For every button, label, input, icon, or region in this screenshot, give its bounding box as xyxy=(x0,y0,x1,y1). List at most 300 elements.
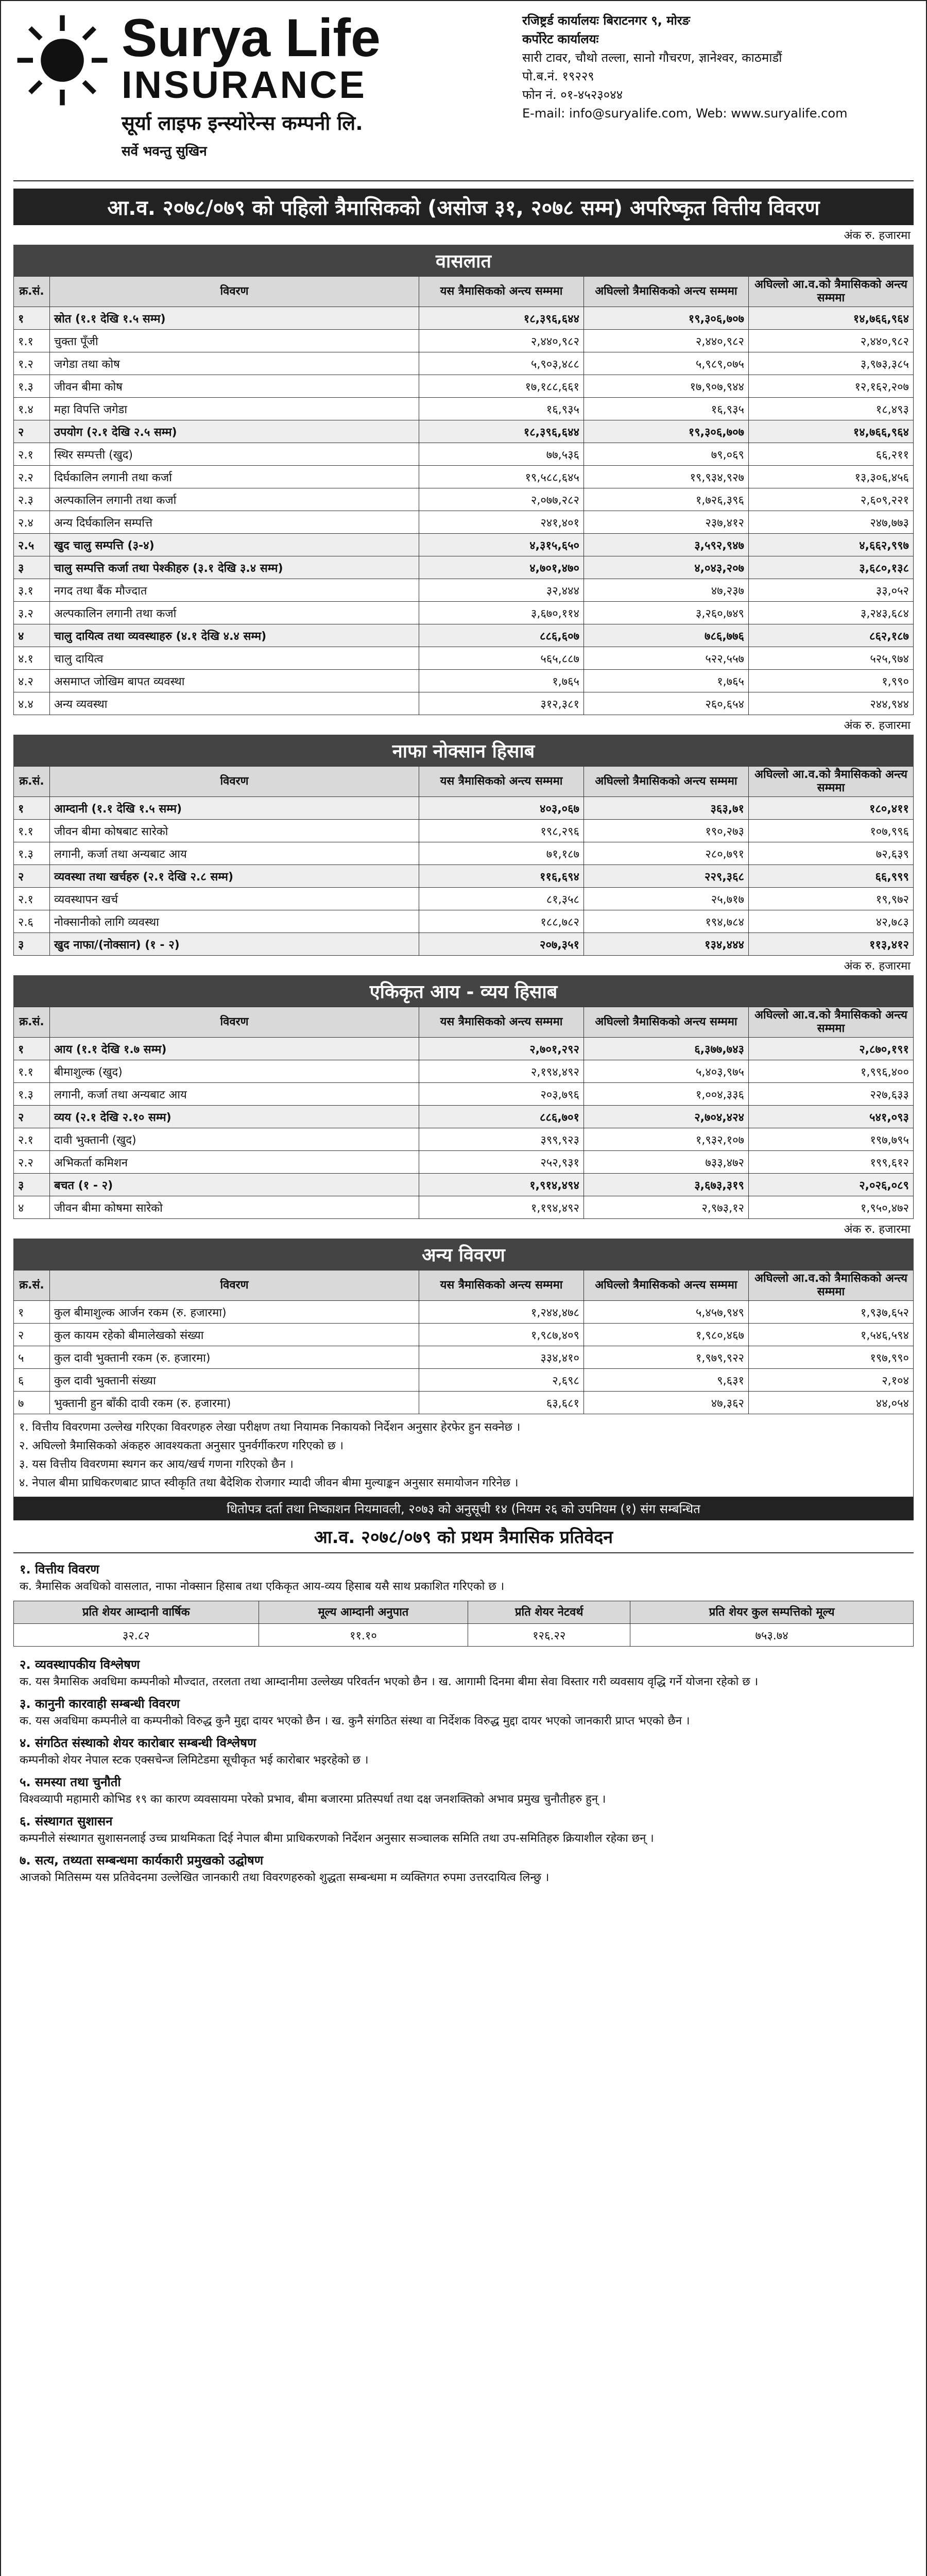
row-value: १७,१८८,६६१ xyxy=(419,375,584,398)
row-value: ८८६,७०१ xyxy=(419,1106,584,1128)
row-value: १९,९७२ xyxy=(749,888,914,910)
row-value: ६६,९९९ xyxy=(749,865,914,888)
row-number: २.२ xyxy=(14,466,50,488)
unit-note: अंक रु. हजारमा xyxy=(844,960,911,973)
column-header: अघिल्लो त्रैमासिकको अन्त्य सम्ममा xyxy=(584,1007,749,1038)
table-row xyxy=(14,1083,914,1106)
table-row xyxy=(14,1392,914,1414)
table-row xyxy=(14,1151,914,1174)
table-row xyxy=(14,330,914,352)
row-value: ७७,५३६ xyxy=(419,443,584,466)
unit-note: अंक रु. हजारमा xyxy=(844,229,911,242)
row-value: १,९९६,४०० xyxy=(749,1060,914,1083)
row-value: ३,६७०,११४ xyxy=(419,602,584,624)
column-header: विवरण xyxy=(50,1007,419,1038)
table-row xyxy=(14,556,914,579)
disclosure-rest xyxy=(13,1649,914,1890)
row-label: स्थिर सम्पत्ती (खुद) xyxy=(50,443,419,466)
row-label: असमाप्त जोखिम बापत व्यवस्था xyxy=(50,670,419,692)
disclosure-heading: ६. संस्थागत सुशासन xyxy=(20,1814,113,1828)
row-value: १,९८०,४६७ xyxy=(584,1324,749,1346)
row-value: ७१,१८७ xyxy=(419,842,584,865)
row-value: १०७,९९६ xyxy=(749,820,914,842)
row-value: ४,३१५,६५० xyxy=(419,534,584,556)
table-row xyxy=(14,820,914,842)
row-label: आम्दानी (१.१ देखि १.५ सम्म) xyxy=(50,797,419,820)
row-value: १,२४४,४७८ xyxy=(419,1301,584,1324)
regulation-band: धितोपत्र दर्ता तथा निष्काशन नियमावली, २०७३ को अनुसूची १४ (नियम २६ को उपनियम (१) संग सम्बन्धित xyxy=(13,1497,914,1520)
row-value: २,६०९,२२१ xyxy=(749,488,914,511)
table-row xyxy=(14,420,914,443)
column-header: विवरण xyxy=(50,1270,419,1301)
row-label: दिर्घकालिन लगानी तथा कर्जा xyxy=(50,466,419,488)
table-row xyxy=(14,797,914,820)
column-header: विवरण xyxy=(50,277,419,307)
ratio-header: प्रति शेयर कुल सम्पत्तिको मूल्य xyxy=(630,1601,914,1624)
row-value: १४,७६६,९६४ xyxy=(749,420,914,443)
note-item: ३. यस वित्तीय विवरणमा स्थगन कर आय/खर्च गणना गरिएको छैन । xyxy=(19,1458,294,1471)
row-value: १,९३७,६५२ xyxy=(749,1301,914,1324)
table-row xyxy=(14,1369,914,1392)
row-value: १,७२६,३९६ xyxy=(584,488,749,511)
row-value: १९७,७९५ xyxy=(749,1128,914,1151)
ratio-table xyxy=(13,1601,914,1647)
addr-line: फोन नं. ०१-४५२३०४४ xyxy=(522,88,623,102)
row-number: ४ xyxy=(14,1196,50,1219)
row-value: ११३,४१२ xyxy=(749,933,914,956)
row-value: २०७,३५१ xyxy=(419,933,584,956)
row-value: ८६२,१८७ xyxy=(749,624,914,647)
financial-table xyxy=(13,766,914,956)
row-value: १,००४,३३६ xyxy=(584,1083,749,1106)
section-title: वासलात xyxy=(13,245,914,276)
row-label: बचत (१ - २) xyxy=(50,1174,419,1196)
addr-line: सारी टावर, चौथो तल्ला, सानो गौचरण, ज्ञानेश्वर, काठमाडौं xyxy=(522,50,782,65)
table-row xyxy=(14,1324,914,1346)
row-value: ४२,७८३ xyxy=(749,910,914,933)
row-number: १.२ xyxy=(14,352,50,375)
tagline: सर्वे भवन्तु सुखिन xyxy=(122,144,207,159)
row-number: ३ xyxy=(14,556,50,579)
quarterly-report-title: आ.व. २०७८/०७९ को प्रथम त्रैमासिक प्रतिवेदन xyxy=(13,1520,914,1553)
row-label: खुद नाफा/(नोक्सान) (१ - २) xyxy=(50,933,419,956)
disclosure-text: कम्पनीले संस्थागत सुशासनलाई उच्च प्राथमिकता दिई नेपाल बीमा प्राधिकरणको निर्देशन अनुसार सञ्चालक समिति तथा उप-समितिहरु क्रियाशील रहेका छन् । xyxy=(20,1832,654,1845)
column-header: विवरण xyxy=(50,767,419,797)
disclosure-heading: ७. सत्य, तथ्यता सम्बन्धमा कार्यकारी प्रमुखको उद्घोषण xyxy=(20,1853,264,1868)
unit-note: अंक रु. हजारमा xyxy=(844,1223,911,1236)
row-label: व्यय (२.१ देखि २.१० सम्म) xyxy=(50,1106,419,1128)
row-value: १९४,७८४ xyxy=(584,910,749,933)
row-value: ५,४०३,९७५ xyxy=(584,1060,749,1083)
row-label: चुक्ता पूँजी xyxy=(50,330,419,352)
disclosure-heading: ३. कानुनी कारवाही सम्बन्धी विवरण xyxy=(20,1697,180,1711)
row-label: व्यवस्थापन खर्च xyxy=(50,888,419,910)
row-label: जगेडा तथा कोष xyxy=(50,352,419,375)
row-value: ५,४५७,९४९ xyxy=(584,1301,749,1324)
row-label: जीवन बीमा कोषबाट सारेको xyxy=(50,820,419,842)
row-label: बीमाशुल्क (खुद) xyxy=(50,1060,419,1083)
row-label: खुद चालु सम्पत्ति (३-४) xyxy=(50,534,419,556)
report-title: आ.व. २०७८/०७९ को पहिलो त्रैमासिकको (असोज ३१, २०७८ सम्म) अपरिष्कृत वित्तीय विवरण xyxy=(13,189,914,225)
row-value: १,९९० xyxy=(749,670,914,692)
row-label: लगानी, कर्जा तथा अन्यबाट आय xyxy=(50,842,419,865)
table-row xyxy=(14,602,914,624)
row-label: चालु दायित्व xyxy=(50,647,419,670)
row-value: २,८७०,१९१ xyxy=(749,1038,914,1060)
ratio-value: ११.१० xyxy=(259,1624,468,1647)
row-label: महा विपत्ति जगेडा xyxy=(50,398,419,420)
row-value: १९०,२७३ xyxy=(584,820,749,842)
column-header: क्र.सं. xyxy=(14,1270,50,1301)
row-label: आय (१.१ देखि १.७ सम्म) xyxy=(50,1038,419,1060)
table-row xyxy=(14,307,914,330)
row-value: ६,३७७,७४३ xyxy=(584,1038,749,1060)
row-value: १,७६५ xyxy=(419,670,584,692)
row-label: उपयोग (२.१ देखि २.५ सम्म) xyxy=(50,420,419,443)
section-title: नाफा नोक्सान हिसाब xyxy=(13,735,914,766)
row-number: १.१ xyxy=(14,330,50,352)
notes-block xyxy=(13,1414,914,1497)
row-number: १.१ xyxy=(14,820,50,842)
row-value: १,५४६,५९४ xyxy=(749,1324,914,1346)
row-value: १९,५८८,६४५ xyxy=(419,466,584,488)
column-header: यस त्रैमासिकको अन्त्य सम्ममा xyxy=(419,1270,584,1301)
column-header: अघिल्लो त्रैमासिकको अन्त्य सम्ममा xyxy=(584,277,749,307)
row-value: १९,३०६,७०७ xyxy=(584,307,749,330)
table-row xyxy=(14,647,914,670)
row-label: जीवन बीमा कोषमा सारेको xyxy=(50,1196,419,1219)
row-number: १ xyxy=(14,1301,50,1324)
row-value: ४,६६२,९९७ xyxy=(749,534,914,556)
ratio-value: ७५३.७४ xyxy=(630,1624,914,1647)
disclosure-text: क. यस अवधिमा कम्पनीले वा कम्पनीको विरुद्ध कुनै मुद्दा दायर भएको छैन । ख. कुनै संगठित संस्था वा निर्देशक विरुद्ध मुद्दा दायर भएको जानकारी प्राप्त भएको छैन । xyxy=(20,1715,690,1727)
table-row xyxy=(14,624,914,647)
table-row xyxy=(14,1346,914,1369)
row-value: १९८,२९६ xyxy=(419,820,584,842)
row-number: १.३ xyxy=(14,1083,50,1106)
table-row xyxy=(14,1196,914,1219)
financial-table xyxy=(13,276,914,715)
row-label: अभिकर्ता कमिशन xyxy=(50,1151,419,1174)
row-label: कुल बीमाशुल्क आर्जन रकम (रु. हजारमा) xyxy=(50,1301,419,1324)
row-value: ३२,४४४ xyxy=(419,579,584,602)
row-value: १२,१६२,२०७ xyxy=(749,375,914,398)
disclosure-heading: २. व्यवस्थापकीय विश्लेषण xyxy=(20,1657,140,1672)
row-value: २५२,९३१ xyxy=(419,1151,584,1174)
row-number: १ xyxy=(14,1038,50,1060)
row-value: ७३३,४७२ xyxy=(584,1151,749,1174)
row-value: ५,९८९,०७५ xyxy=(584,352,749,375)
ratio-value: ३२.८२ xyxy=(14,1624,259,1647)
table-row xyxy=(14,888,914,910)
table-row xyxy=(14,865,914,888)
row-value: ३,२४३,६८४ xyxy=(749,602,914,624)
note-item: ४. नेपाल बीमा प्राधिकरणबाट प्राप्त स्वीकृति तथा बैदेशिक रोजगार म्यादी जीवन बीमा मुल्याङ्कन अनुसार समायोजन गरिनेछ । xyxy=(19,1477,519,1489)
row-number: २.४ xyxy=(14,511,50,534)
disclosure-heading: ५. समस्या तथा चुनौती xyxy=(20,1775,121,1789)
row-value: २५,७१७ xyxy=(584,888,749,910)
row-value: १८०,४११ xyxy=(749,797,914,820)
table-row xyxy=(14,1060,914,1083)
row-label: चालु दायित्व तथा व्यवस्थाहरु (४.१ देखि ४.४ सम्म) xyxy=(50,624,419,647)
table-row xyxy=(14,1301,914,1324)
row-value: २४४,९४४ xyxy=(749,692,914,715)
row-value: १३,३०६,४५६ xyxy=(749,466,914,488)
row-value: १,९३२,१०७ xyxy=(584,1128,749,1151)
row-value: ८१,३५८ xyxy=(419,888,584,910)
row-value: ३,५९२,९४७ xyxy=(584,534,749,556)
letterhead xyxy=(13,8,914,181)
brand-name: Surya Life xyxy=(122,8,381,68)
row-number: २.१ xyxy=(14,888,50,910)
table-row xyxy=(14,443,914,466)
row-number: १ xyxy=(14,307,50,330)
row-value: ३३४,४१० xyxy=(419,1346,584,1369)
table-row xyxy=(14,842,914,865)
financial-table xyxy=(13,1007,914,1219)
row-value: ४४,०५४ xyxy=(749,1392,914,1414)
ratio-header: प्रति शेयर आम्दानी वार्षिक xyxy=(14,1601,259,1624)
row-value: १,९७९,९२२ xyxy=(584,1346,749,1369)
unit-note: अंक रु. हजारमा xyxy=(844,719,911,732)
row-value: १८८,७८२ xyxy=(419,910,584,933)
row-value: ३,६८०,१३८ xyxy=(749,556,914,579)
table-row xyxy=(14,910,914,933)
table-row xyxy=(14,1038,914,1060)
column-header: अघिल्लो त्रैमासिकको अन्त्य सम्ममा xyxy=(584,767,749,797)
row-label: अल्पकालिन लगानी तथा कर्जा xyxy=(50,488,419,511)
row-label: जीवन बीमा कोष xyxy=(50,375,419,398)
addr-line: कर्पोरेट कार्यालयः xyxy=(522,32,599,46)
column-header: क्र.सं. xyxy=(14,767,50,797)
row-number: ३ xyxy=(14,1174,50,1196)
column-header: यस त्रैमासिकको अन्त्य सम्ममा xyxy=(419,767,584,797)
table-row xyxy=(14,1128,914,1151)
row-value: २२९,३६८ xyxy=(584,865,749,888)
row-value: ४७,२३७ xyxy=(584,579,749,602)
row-number: २ xyxy=(14,865,50,888)
row-number: १.४ xyxy=(14,398,50,420)
row-value: ५२२,५५७ xyxy=(584,647,749,670)
row-number: २.१ xyxy=(14,443,50,466)
table-row xyxy=(14,352,914,375)
ratio-value: १२६.२२ xyxy=(468,1624,630,1647)
row-number: २ xyxy=(14,420,50,443)
note-item: २. अघिल्लो त्रैमासिकको अंकहरु आवश्यकता अनुसार पुनर्वर्गीकरण गरिएको छ । xyxy=(19,1439,344,1452)
row-value: १७,९०७,९४४ xyxy=(584,375,749,398)
row-number: २.६ xyxy=(14,910,50,933)
row-value: २,१०४ xyxy=(749,1369,914,1392)
row-value: २,७०४,४२४ xyxy=(584,1106,749,1128)
note-item: १. वित्तीय विवरणमा उल्लेख गरिएका विवरणहरु लेखा परीक्षण तथा नियामक निकायको निर्देशन अनुसार हेरफेर हुन सक्नेछ । xyxy=(19,1421,521,1434)
row-label: स्रोत (१.१ देखि १.५ सम्म) xyxy=(50,307,419,330)
row-value: १,१९४,४९२ xyxy=(419,1196,584,1219)
row-number: ६ xyxy=(14,1369,50,1392)
row-value: १८,३९६,६४४ xyxy=(419,420,584,443)
row-label: नगद तथा बैंक मौज्दात xyxy=(50,579,419,602)
table-row xyxy=(14,933,914,956)
column-header: अघिल्लो त्रैमासिकको अन्त्य सम्ममा xyxy=(584,1270,749,1301)
disclosure-heading: ४. संगठित संस्थाको शेयर कारोबार सम्बन्धी विश्लेषण xyxy=(20,1736,256,1750)
row-value: ७९,०६९ xyxy=(584,443,749,466)
row-value: २,७०१,२९२ xyxy=(419,1038,584,1060)
row-label: कुल दावी भुक्तानी रकम (रु. हजारमा) xyxy=(50,1346,419,1369)
row-value: ४,०४३,२०७ xyxy=(584,556,749,579)
table-row xyxy=(14,466,914,488)
row-value: ४७,३६२ xyxy=(584,1392,749,1414)
row-number: ४ xyxy=(14,624,50,647)
row-value: १९९,६१२ xyxy=(749,1151,914,1174)
financial-table xyxy=(13,1270,914,1414)
sun-logo-icon xyxy=(13,11,111,109)
row-number: २ xyxy=(14,1106,50,1128)
row-value: ९,६३१ xyxy=(584,1369,749,1392)
table-row xyxy=(14,398,914,420)
row-value: १८,३९६,६४४ xyxy=(419,307,584,330)
addr-line: पो.ब.नं. १९२२९ xyxy=(522,69,594,83)
column-header: अघिल्लो आ.व.को त्रैमासिकको अन्त्य सम्ममा xyxy=(749,767,914,797)
row-value: १६,९३५ xyxy=(419,398,584,420)
table-row xyxy=(14,511,914,534)
column-header: क्र.सं. xyxy=(14,277,50,307)
column-header: अघिल्लो आ.व.को त्रैमासिकको अन्त्य सम्ममा xyxy=(749,1270,914,1301)
row-value: २,४४०,९८२ xyxy=(749,330,914,352)
financial-sections xyxy=(13,245,914,1414)
row-label: भुक्तानी हुन बाँकी दावी रकम (रु. हजारमा) xyxy=(50,1392,419,1414)
row-value: ५६५,८८७ xyxy=(419,647,584,670)
row-number: ४.१ xyxy=(14,647,50,670)
row-label: दावी भुक्तानी (खुद) xyxy=(50,1128,419,1151)
brand-sub: INSURANCE xyxy=(122,63,367,106)
row-value: ३३,०५२ xyxy=(749,579,914,602)
row-value: २०३,७९६ xyxy=(419,1083,584,1106)
disclosure-text: क. यस त्रैमासिक अवधिमा कम्पनीको मौज्दात, तरलता तथा आम्दानीमा उल्लेख्य परिवर्तन भएको छैन । ख. आगामी दिनमा बीमा सेवा विस्तार गरी व्यवसाय वृद्धि गर्ने योजना रहेको छ । xyxy=(20,1675,759,1688)
disclosure-text: कम्पनीको शेयर नेपाल स्टक एक्सचेन्ज लिमिटेडमा सूचीकृत भई कारोबार भइरहेको छ । xyxy=(20,1754,369,1767)
disclosure-text: क. त्रैमासिक अवधिको वासलात, नाफा नोक्सान हिसाब तथा एकिकृत आय-व्यय हिसाब यसै साथ प्रकाशित गरिएको छ । xyxy=(20,1580,505,1593)
row-value: २,४४०,९८२ xyxy=(419,330,584,352)
row-value: २,०७७,२८२ xyxy=(419,488,584,511)
row-value: ५,९०३,४८८ xyxy=(419,352,584,375)
table-row xyxy=(14,534,914,556)
row-value: ११६,६९४ xyxy=(419,865,584,888)
row-value: ३१२,३८१ xyxy=(419,692,584,715)
row-label: व्यवस्था तथा खर्चहरु (२.१ देखि २.८ सम्म) xyxy=(50,865,419,888)
company-name-np: सूर्या लाइफ इन्स्योरेन्स कम्पनी लि. xyxy=(122,112,363,134)
row-number: ५ xyxy=(14,1346,50,1369)
row-number: ३.१ xyxy=(14,579,50,602)
row-value: २,०२६,०८९ xyxy=(749,1174,914,1196)
table-row xyxy=(14,375,914,398)
row-value: ३,९७३,३८५ xyxy=(749,352,914,375)
column-header: यस त्रैमासिकको अन्त्य सम्ममा xyxy=(419,277,584,307)
ratio-header: प्रति शेयर नेटवर्थ xyxy=(468,1601,630,1624)
address-block xyxy=(522,11,914,180)
disclosure-heading: १. वित्तीय विवरण xyxy=(20,1562,99,1577)
row-value: २३७,४१२ xyxy=(584,511,749,534)
column-header: अघिल्लो आ.व.को त्रैमासिकको अन्त्य सम्ममा xyxy=(749,1007,914,1038)
row-value: ३९९,९२३ xyxy=(419,1128,584,1151)
row-value: २६०,६५४ xyxy=(584,692,749,715)
row-value: १४,७६६,९६४ xyxy=(749,307,914,330)
row-value: ७२,६३९ xyxy=(749,842,914,865)
row-label: अन्य व्यवस्था xyxy=(50,692,419,715)
row-value: १,९५०,४७२ xyxy=(749,1196,914,1219)
row-label: अल्पकालिन लगानी तथा कर्जा xyxy=(50,602,419,624)
row-number: २ xyxy=(14,1324,50,1346)
section-title: अन्य विवरण xyxy=(13,1239,914,1270)
column-header: क्र.सं. xyxy=(14,1007,50,1038)
row-value: १,९८७,४०९ xyxy=(419,1324,584,1346)
row-label: लगानी, कर्जा तथा अन्यबाट आय xyxy=(50,1083,419,1106)
row-value: ५४१,०९३ xyxy=(749,1106,914,1128)
table-row xyxy=(14,692,914,715)
logo-block xyxy=(13,8,381,180)
row-number: १.१ xyxy=(14,1060,50,1083)
row-number: १.३ xyxy=(14,842,50,865)
addr-line: रजिष्ट्रर्ड कार्यालयः बिराटनगर ९, मोरङ xyxy=(522,13,690,28)
table-row xyxy=(14,1174,914,1196)
row-value: १,७६५ xyxy=(584,670,749,692)
row-label: कुल कायम रहेको बीमालेखको संख्या xyxy=(50,1324,419,1346)
row-value: २,४४०,९८२ xyxy=(584,330,749,352)
row-value: २४७,७७३ xyxy=(749,511,914,534)
row-number: २.५ xyxy=(14,534,50,556)
row-value: ६३,६८१ xyxy=(419,1392,584,1414)
column-header: यस त्रैमासिकको अन्त्य सम्ममा xyxy=(419,1007,584,1038)
table-row xyxy=(14,670,914,692)
row-number: ३ xyxy=(14,933,50,956)
column-header: अघिल्लो आ.व.को त्रैमासिकको अन्त्य सम्ममा xyxy=(749,277,914,307)
row-number: २.२ xyxy=(14,1151,50,1174)
row-value: १६,९३५ xyxy=(584,398,749,420)
row-value: २२७,६३३ xyxy=(749,1083,914,1106)
row-value: २८०,७९१ xyxy=(584,842,749,865)
row-value: १९७,९९० xyxy=(749,1346,914,1369)
row-value: २,६९८ xyxy=(419,1369,584,1392)
disclosure-text: आजको मितिसम्म यस प्रतिवेदनमा उल्लेखित जानकारी तथा विवरणहरुको शुद्धता सम्बन्धमा म व्यक्तिगत रुपमा उत्तरदायित्व लिन्छु । xyxy=(20,1871,550,1884)
row-number: २.३ xyxy=(14,488,50,511)
row-label: कुल दावी भुक्तानी संख्या xyxy=(50,1369,419,1392)
row-number: ७ xyxy=(14,1392,50,1414)
row-value: ४०३,०६७ xyxy=(419,797,584,820)
row-label: चालु सम्पत्ति कर्जा तथा पेश्कीहरु (३.१ देखि ३.४ सम्म) xyxy=(50,556,419,579)
row-value: २४१,४०१ xyxy=(419,511,584,534)
ratio-header: मूल्य आम्दानी अनुपात xyxy=(259,1601,468,1624)
row-value: २,९७३,१२ xyxy=(584,1196,749,1219)
row-value: ६६,२११ xyxy=(749,443,914,466)
table-row xyxy=(14,1106,914,1128)
row-number: ४.४ xyxy=(14,692,50,715)
row-value: ३,२६०,७४९ xyxy=(584,602,749,624)
row-value: २,१९४,४९२ xyxy=(419,1060,584,1083)
row-value: ७८६,७७६ xyxy=(584,624,749,647)
row-number: ४.२ xyxy=(14,670,50,692)
table-row xyxy=(14,488,914,511)
disclosure-1 xyxy=(13,1553,914,1599)
row-number: १.३ xyxy=(14,375,50,398)
row-value: १३४,४४४ xyxy=(584,933,749,956)
row-number: २.१ xyxy=(14,1128,50,1151)
row-value: ४,७०१,४७० xyxy=(419,556,584,579)
disclosure-text: विश्वव्यापी महामारी कोभिड १९ का कारण व्यवसायमा परेको प्रभाव, बीमा बजारमा प्रतिस्पर्धा तथा दक्ष जनशक्तिको अभाव प्रमुख चुनौतीहरु हुन् । xyxy=(20,1793,606,1806)
row-label: नोक्सानीको लागि व्यवस्था xyxy=(50,910,419,933)
row-value: ३६३,७१ xyxy=(584,797,749,820)
row-value: ८८६,६०७ xyxy=(419,624,584,647)
table-row xyxy=(14,579,914,602)
row-number: १ xyxy=(14,797,50,820)
addr-line: E-mail: info@suryalife.com, Web: www.suryalife.com xyxy=(522,106,848,121)
row-number: ३.२ xyxy=(14,602,50,624)
